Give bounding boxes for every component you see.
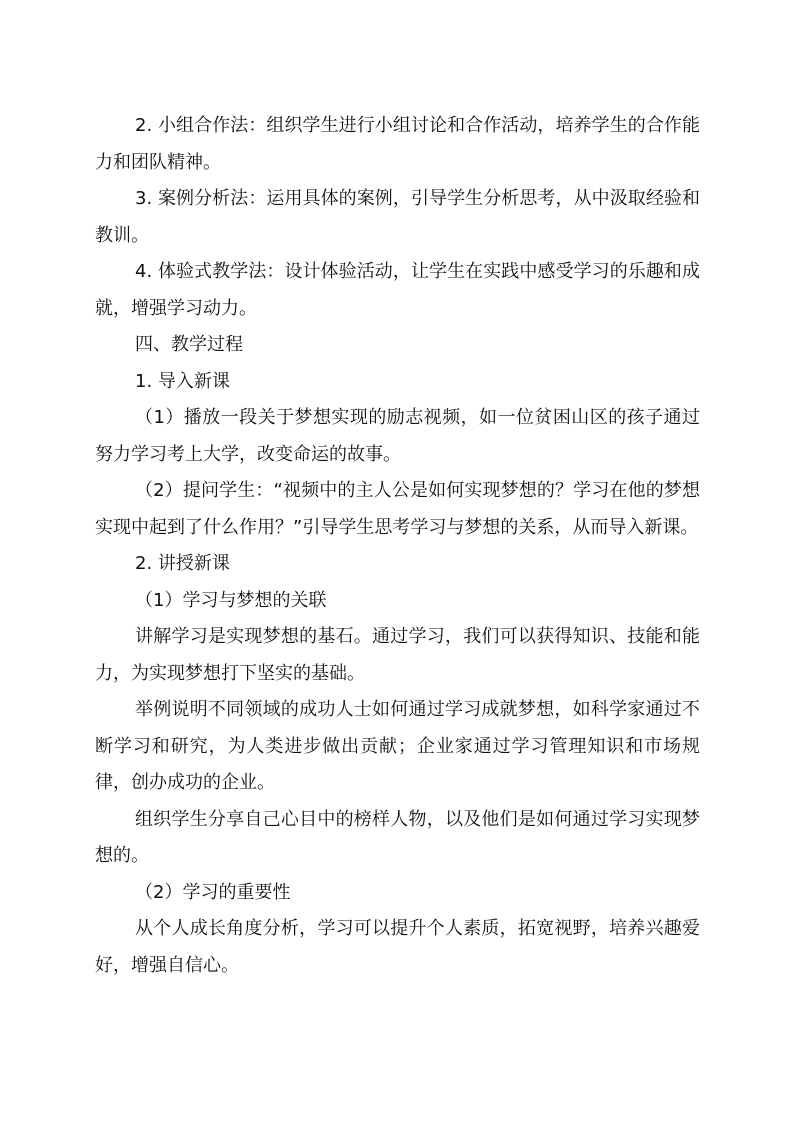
paragraph-learning-foundation: 讲解学习是实现梦想的基石。通过学习，我们可以获得知识、技能和能力，为实现梦想打下坚实的基础。	[95, 626, 700, 684]
paragraph-intro-question: （2）提问学生：“视频中的主人公是如何实现梦想的？学习在他的梦想实现中起到了什么作用？”引导学生思考学习与梦想的关系，从而导入新课。	[95, 480, 700, 538]
paragraph-method-experiential: 4. 体验式教学法：设计体验活动，让学生在实践中感受学习的乐趣和成就，增强学习动力。	[95, 261, 700, 319]
paragraph-method-group-cooperation: 2. 小组合作法：组织学生进行小组讨论和合作活动，培养学生的合作能力和团队精神。	[95, 115, 700, 173]
paragraph-personal-growth: 从个人成长角度分析，学习可以提升个人素质，拓宽视野，培养兴趣爱好，增强自信心。	[95, 918, 700, 976]
subheading-learning-and-dreams: （1）学习与梦想的关联	[135, 589, 327, 611]
section-heading-teaching-process: 四、教学过程	[135, 334, 243, 355]
paragraph-success-examples: 举例说明不同领域的成功人士如何通过学习成就梦想，如科学家通过不断学习和研究，为人类进步做出贡献；企业家通过学习管理知识和市场规律，创办成功的企业。	[95, 699, 700, 793]
subheading-teach-new-lesson: 2. 讲授新课	[135, 553, 230, 574]
subheading-importance-of-learning: （2）学习的重要性	[135, 881, 291, 903]
paragraph-method-case-analysis: 3. 案例分析法：运用具体的案例，引导学生分析思考，从中汲取经验和教训。	[95, 188, 700, 246]
document-body	[95, 108, 700, 984]
subheading-intro-new-lesson: 1. 导入新课	[135, 370, 230, 392]
paragraph-intro-video: （1）播放一段关于梦想实现的励志视频，如一位贫困山区的孩子通过努力学习考上大学，改变命运的故事。	[95, 407, 700, 465]
paragraph-share-role-models: 组织学生分享自己心目中的榜样人物，以及他们是如何通过学习实现梦想的。	[95, 808, 700, 866]
